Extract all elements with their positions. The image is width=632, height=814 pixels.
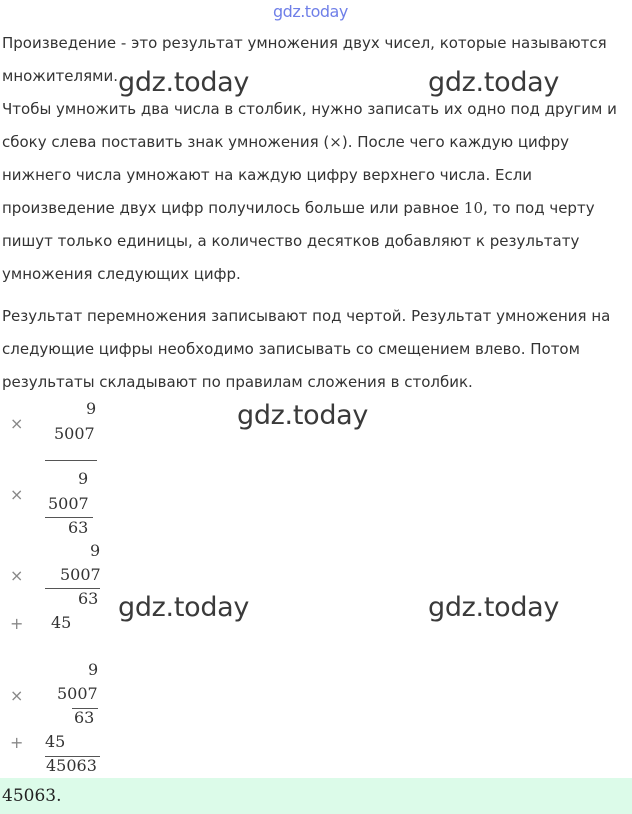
times-sign: × bbox=[10, 414, 24, 433]
partial-product: 63 bbox=[74, 708, 95, 727]
multiplier: 5007 bbox=[57, 684, 98, 703]
text-line bbox=[2, 126, 628, 159]
paragraph-result bbox=[2, 300, 628, 399]
paragraph-method bbox=[2, 93, 628, 291]
times-sign: × bbox=[10, 485, 24, 504]
watermark: gdz.today bbox=[428, 67, 560, 98]
plus-sign: + bbox=[10, 614, 24, 633]
answer-value: 45063. bbox=[2, 786, 62, 806]
text-line: Чтобы умножить два числа в столбик, нужно записать их одно под другим и bbox=[2, 100, 617, 118]
partial-product: 63 bbox=[78, 589, 99, 608]
answer-box bbox=[0, 778, 632, 814]
watermark: gdz.today bbox=[118, 67, 250, 98]
partial-product: 45 bbox=[51, 613, 72, 632]
watermark: gdz.today bbox=[237, 400, 369, 431]
partial-product: 63 bbox=[68, 518, 89, 537]
text-line: умножения следующих цифр. bbox=[2, 265, 241, 283]
text-line: множителями. bbox=[2, 67, 118, 85]
multiplier: 5007 bbox=[60, 565, 101, 584]
text-line: Произведение - это результат умножения двух чисел, которые называются bbox=[2, 34, 607, 52]
watermark: gdz.today bbox=[118, 592, 250, 623]
multiplicand: 9 bbox=[90, 541, 101, 560]
times-sign: × bbox=[10, 686, 24, 705]
multiplicand: 9 bbox=[78, 469, 89, 488]
times-symbol: × bbox=[329, 133, 342, 151]
text-line: Результат перемножения записывают под чертой. Результат умножения на bbox=[2, 307, 611, 325]
multiplier: 5007 bbox=[48, 494, 89, 513]
final-product: 45063 bbox=[46, 756, 97, 775]
text-line: нижнего числа умножают на каждую цифру верхнего числа. Если bbox=[2, 166, 533, 184]
multiplicand: 9 bbox=[86, 399, 97, 418]
plus-sign: + bbox=[10, 733, 24, 752]
text-fragment: , то под черту bbox=[483, 199, 595, 217]
multiplier: 5007 bbox=[54, 424, 95, 443]
times-sign: × bbox=[10, 566, 24, 585]
text-line: пишут только единицы, а количество десятков добавляют к результату bbox=[2, 232, 580, 250]
text-fragment: сбоку слева поставить знак умножения ( bbox=[2, 133, 330, 151]
watermark-top: gdz.today bbox=[273, 2, 348, 21]
text-fragment: произведение двух цифр получилось больше или равное bbox=[2, 199, 464, 217]
math-number: 10 bbox=[463, 199, 483, 217]
partial-product: 45 bbox=[45, 732, 66, 751]
text-line: результаты складывают по правилам сложения в столбик. bbox=[2, 373, 473, 391]
rule-line bbox=[45, 460, 97, 461]
text-line bbox=[2, 192, 628, 225]
text-line: следующие цифры необходимо записывать со смещением влево. Потом bbox=[2, 340, 580, 358]
text-fragment: ). После чего каждую цифру bbox=[341, 133, 570, 151]
multiplicand: 9 bbox=[88, 660, 99, 679]
watermark: gdz.today bbox=[428, 592, 560, 623]
